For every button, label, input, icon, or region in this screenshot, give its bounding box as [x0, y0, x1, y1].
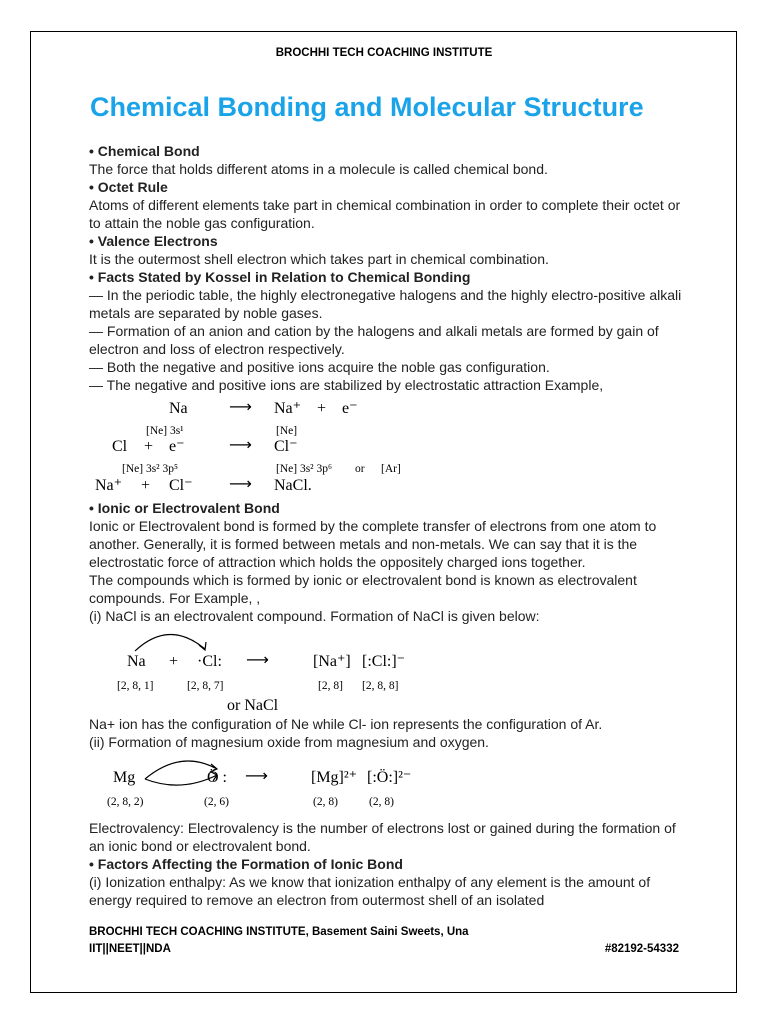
heading-ionic-bond: • Ionic or Electrovalent Bond [89, 500, 280, 516]
eq-arrow-2: ⟶ [229, 435, 252, 454]
text-kossel-3: — Both the negative and positive ions acquire the noble gas configuration. [89, 359, 550, 375]
eq-na: Na [169, 400, 188, 417]
page-header: BROCHHI TECH COACHING INSTITUTE [275, 47, 493, 59]
eq-na-config: [Ne] 3s¹ [146, 425, 184, 437]
eq-na-plus: Na⁺ [274, 400, 302, 417]
text-ionization-enthalpy: (i) Ionization enthalpy: As we know that ionization enthalpy of any element is the amount of energy required to remove an electron from outermost shell of an isolated [89, 874, 651, 908]
eq-plus-2: + [144, 438, 154, 455]
eq-na-plus-2: Na⁺ [95, 477, 123, 494]
content [89, 142, 689, 909]
kossel-equations [89, 394, 689, 499]
text-electrovalency: Electrovalency: Electrovalency is the number of electrons lost or gained during the formation of an ionic bond or electrovalent bond. [89, 820, 676, 854]
eq-arrow-3: ⟶ [229, 474, 252, 493]
eq-arrow-1: ⟶ [229, 397, 252, 416]
eq-cl: Cl [112, 438, 128, 455]
heading-chemical-bond: • Chemical Bond [89, 143, 200, 159]
nacl-or-nacl: or NaCl [227, 697, 279, 714]
heading-kossel: • Facts Stated by Kossel in Relation to Chemical Bonding [89, 269, 471, 285]
nacl-cl-ion: [:Cl:]⁻ [362, 653, 406, 670]
nacl-na-ion-config: [2, 8] [318, 680, 343, 692]
nacl-cl-atom: ·Cl: [197, 653, 222, 670]
eq-nacl: NaCl. [274, 477, 312, 494]
nacl-cl-config: [2, 8, 7] [187, 680, 224, 692]
footer-row [89, 943, 679, 955]
nacl-cl-ion-config: [2, 8, 8] [362, 680, 399, 692]
eq-plus-3: + [141, 477, 151, 494]
eq-plus-1: + [317, 400, 327, 417]
mgo-diagram [89, 751, 689, 819]
eq-cl-minus-config: [Ne] 3s² 3p⁶ [276, 463, 333, 475]
eq-ne-config: [Ne] [276, 425, 298, 437]
footer-phone: #82192-54332 [604, 943, 679, 955]
eq-cl-minus-2: Cl⁻ [169, 477, 193, 494]
mgo-o-atom: Ö : [207, 769, 227, 786]
text-valence-electrons: It is the outermost shell electron which takes part in chemical combination. [89, 251, 549, 267]
mgo-mg: Mg [113, 769, 136, 786]
text-octet-rule: Atoms of different elements take part in chemical combination in order to complete their octet or to attain the noble gas configuration. [89, 197, 681, 231]
footer-exams: IIT||NEET||NDA [89, 943, 171, 955]
mgo-mg-config: (2, 8, 2) [107, 796, 144, 808]
text-ionic-bond: Ionic or Electrovalent bond is formed by the complete transfer of electrons from one atom to another. Generally, it is formed between metals and non-metals. We can say that it is the electrostatic force of attraction which holds the oppositely charged ions together. [89, 518, 657, 570]
footer [89, 926, 679, 955]
mgo-o-ion-config: (2, 8) [369, 796, 394, 808]
mgo-o-config: (2, 6) [204, 796, 229, 808]
eq-cl-config: [Ne] 3s² 3p⁵ [122, 463, 179, 475]
footer-address: BROCHHI TECH COACHING INSTITUTE, Basement Saini Sweets, Una [89, 926, 469, 938]
eq-e-minus-1: e⁻ [342, 400, 358, 417]
nacl-na: Na [127, 653, 146, 670]
text-kossel-2: — Formation of an anion and cation by the halogens and alkali metals are formed by gain of electron and loss of electron respectively. [89, 323, 659, 357]
eq-ar: [Ar] [381, 463, 401, 475]
mgo-mg-ion: [Mg]²⁺ [311, 769, 358, 786]
text-electrovalent-compounds: The compounds which is formed by ionic or electrovalent bond is known as electrovalent compounds. For Example, , [89, 572, 637, 606]
nacl-diagram [89, 625, 689, 715]
text-na-ion-config: Na+ ion has the configuration of Ne while Cl- ion represents the configuration of Ar. [89, 716, 603, 732]
text-nacl-formation: (i) NaCl is an electrovalent compound. Formation of NaCl is given below: [89, 608, 540, 624]
page-title: Chemical Bonding and Molecular Structure [90, 92, 644, 122]
eq-or: or [355, 463, 365, 475]
text-mgo-formation: (ii) Formation of magnesium oxide from magnesium and oxygen. [89, 734, 489, 750]
nacl-arrow: ⟶ [246, 650, 269, 669]
heading-factors: • Factors Affecting the Formation of Ionic Bond [89, 856, 403, 872]
eq-cl-minus: Cl⁻ [274, 438, 298, 455]
mgo-arrow: ⟶ [245, 766, 268, 785]
nacl-na-config: [2, 8, 1] [117, 680, 154, 692]
mgo-mg-ion-config: (2, 8) [313, 796, 338, 808]
heading-valence-electrons: • Valence Electrons [89, 233, 218, 249]
nacl-na-ion: [Na⁺] [313, 653, 351, 670]
text-chemical-bond: The force that holds different atoms in a molecule is called chemical bond. [89, 161, 548, 177]
electron-transfer-arrow-nacl [129, 625, 219, 655]
nacl-plus: + [169, 653, 179, 670]
eq-e-minus-2: e⁻ [169, 438, 185, 455]
heading-octet-rule: • Octet Rule [89, 179, 168, 195]
mgo-o-ion: [:Ö:]²⁻ [367, 769, 412, 786]
text-kossel-4: — The negative and positive ions are stabilized by electrostatic attraction Example, [89, 377, 604, 393]
text-kossel-1: — In the periodic table, the highly electronegative halogens and the highly electro-positive alkali metals are separated by noble gases. [89, 287, 682, 321]
